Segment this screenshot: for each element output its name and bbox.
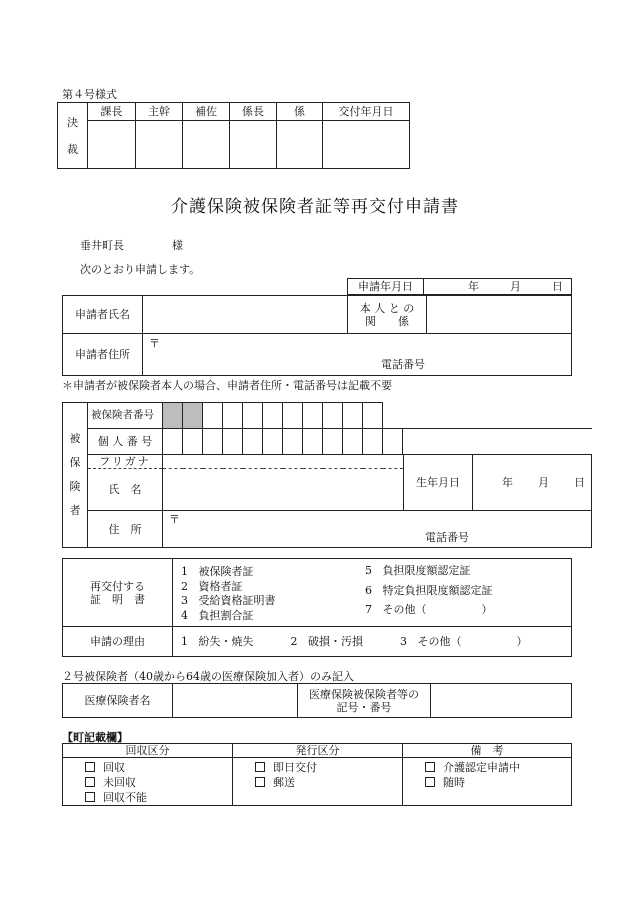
insurer-name-input[interactable]: [173, 684, 298, 718]
relation-input[interactable]: [427, 296, 572, 334]
reissue-option[interactable]: [365, 561, 493, 581]
phone-label: 電話番号: [381, 358, 425, 371]
remarks-options: [403, 758, 572, 806]
option-text: その他（ ）: [382, 603, 493, 616]
personal-number-digit[interactable]: [163, 429, 183, 455]
checkbox[interactable]: [255, 777, 265, 787]
approval-col-header: 係: [277, 103, 323, 121]
option-number: 1: [181, 565, 188, 578]
approval-col-header: 補佐: [183, 103, 230, 121]
insured-number-digit[interactable]: [223, 403, 243, 429]
insured-number-digit: [183, 403, 203, 429]
insured-number-digit[interactable]: [263, 403, 283, 429]
reason-option[interactable]: [291, 635, 364, 648]
option-text: 破損・汚損: [308, 635, 363, 648]
option-text: 随時: [443, 776, 465, 789]
reissue-label-line: 証 明 書: [90, 592, 145, 606]
page-title: 介護保険被保険者証等再交付申請書: [171, 197, 459, 217]
medical-insurance-table: [62, 683, 572, 718]
collection-option[interactable]: [85, 760, 232, 775]
day-unit: 日: [552, 280, 563, 293]
option-number: 7: [365, 603, 372, 616]
personal-number-digit[interactable]: [203, 429, 223, 455]
personal-number-digit[interactable]: [363, 429, 383, 455]
collection-header: 回収区分: [63, 744, 233, 758]
option-text: 回収: [103, 761, 125, 774]
approval-col-header: 主幹: [136, 103, 183, 121]
remarks-option[interactable]: [425, 775, 571, 790]
town-section-heading: 【町記載欄】: [62, 731, 128, 744]
insured-side-char: 保: [69, 456, 81, 469]
option-text: 受給資格証明書: [198, 594, 276, 607]
insured-number-label: 被保険者番号: [88, 403, 163, 429]
personal-number-digit[interactable]: [303, 429, 323, 455]
blank-area: [383, 403, 592, 429]
furigana-input[interactable]: [163, 455, 404, 469]
reason-option[interactable]: [181, 635, 254, 648]
insured-address-input[interactable]: [163, 511, 592, 548]
birth-date-input[interactable]: [473, 455, 592, 511]
checkbox[interactable]: [85, 777, 95, 787]
town-section-table: [62, 743, 572, 806]
option-text: 負担限度額認定証: [382, 564, 471, 577]
postal-mark: 〒: [149, 337, 160, 350]
postal-mark: 〒: [169, 513, 180, 526]
application-date-table: [347, 278, 572, 295]
personal-number-digit[interactable]: [283, 429, 303, 455]
addressee-suffix: 様: [172, 239, 183, 252]
option-text: 郵送: [273, 776, 295, 789]
reason-options: [173, 627, 572, 657]
insured-number-digit: [163, 403, 183, 429]
option-text: 資格者証: [198, 579, 243, 593]
insured-number-digit[interactable]: [303, 403, 323, 429]
insured-number-digit[interactable]: [283, 403, 303, 429]
collection-option[interactable]: [85, 790, 232, 805]
approval-col-header: 係長: [230, 103, 277, 121]
applicant-note: ＊申請者が被保険者本人の場合、申請者住所・電話番号は記載不要: [62, 379, 392, 392]
approval-label-char: 裁: [67, 142, 78, 156]
option-number: 2: [290, 635, 298, 648]
day-unit: 日: [574, 476, 585, 489]
issue-date-cell[interactable]: [323, 121, 410, 169]
year-unit: 年: [468, 280, 479, 293]
approval-stamp-cell[interactable]: [277, 121, 323, 169]
insured-number-digit[interactable]: [203, 403, 223, 429]
issuance-option[interactable]: [255, 775, 402, 790]
insurance-number-input[interactable]: [431, 684, 572, 718]
checkbox[interactable]: [425, 762, 435, 772]
relation-label-line: 本 人 と の: [359, 301, 415, 315]
personal-number-label: 個 人 番 号: [88, 429, 163, 455]
option-text: 介護認定申請中: [443, 761, 520, 774]
option-text: 負担割合証: [198, 608, 254, 622]
insured-table: [62, 402, 592, 548]
checkbox[interactable]: [85, 792, 95, 802]
collection-options: [63, 758, 233, 806]
approval-stamp-cell[interactable]: [88, 121, 136, 169]
insurer-name-label: 医療保険者名: [63, 684, 173, 718]
insured-side-char: 険: [69, 480, 81, 493]
reissue-left-list: [181, 565, 276, 623]
personal-number-digit[interactable]: [183, 429, 203, 455]
reissue-option[interactable]: [365, 600, 493, 620]
personal-number-digit[interactable]: [343, 429, 363, 455]
addressee: 垂井町長: [80, 239, 124, 252]
applicant-name-label: 申請者氏名: [63, 296, 143, 334]
intro-text: 次のとおり申請します。: [80, 263, 201, 276]
option-number: 6: [365, 583, 372, 597]
approval-col-header: 課長: [88, 103, 136, 121]
reason-option[interactable]: [400, 635, 528, 648]
month-unit: 月: [538, 476, 549, 489]
form-number: 第４号様式: [62, 88, 117, 101]
personal-number-digit[interactable]: [263, 429, 283, 455]
reissue-label: [63, 559, 173, 627]
approval-stamp-cell[interactable]: [183, 121, 230, 169]
reissue-option[interactable]: [181, 609, 276, 624]
remarks-header: 備 考: [403, 744, 572, 758]
insurance-number-label-line: 記号・番号: [336, 700, 392, 714]
approval-label: [58, 103, 88, 169]
reissue-option[interactable]: [181, 594, 276, 609]
insured-side-char: 被: [69, 432, 81, 445]
insured-number-digit[interactable]: [323, 403, 343, 429]
phone-label: 電話番号: [425, 531, 469, 544]
insured-name-input[interactable]: [163, 469, 404, 511]
option-text: 未回収: [103, 776, 136, 789]
option-number: 2: [181, 579, 188, 593]
option-number: 3: [400, 635, 407, 648]
reissue-label-line: 再交付する: [90, 579, 145, 593]
insured-number-digit[interactable]: [363, 403, 383, 429]
year-unit: 年: [502, 476, 513, 489]
remarks-option[interactable]: [425, 760, 571, 775]
option-number: 3: [181, 594, 188, 607]
option-number: 5: [365, 564, 372, 577]
approval-stamp-cell[interactable]: [136, 121, 183, 169]
insurance-number-label: [298, 684, 431, 718]
birth-date-label: 生年月日: [404, 455, 473, 511]
approval-stamp-cell[interactable]: [230, 121, 277, 169]
furigana-label: フリガナ: [88, 455, 163, 469]
applicant-name-input[interactable]: [143, 296, 348, 334]
option-text: 被保険者証: [198, 565, 254, 578]
applicant-table: [62, 295, 572, 376]
applicant-address-input[interactable]: [143, 334, 572, 376]
personal-number-digit[interactable]: [323, 429, 343, 455]
relation-label: [348, 296, 427, 334]
reissue-option[interactable]: [181, 565, 276, 580]
insured-side-label: [63, 403, 88, 548]
reissue-option[interactable]: [181, 580, 276, 595]
checkbox[interactable]: [255, 762, 265, 772]
personal-number-digit[interactable]: [223, 429, 243, 455]
checkbox[interactable]: [425, 777, 435, 787]
application-date-label: 申請年月日: [348, 279, 424, 295]
option-number: 4: [181, 608, 188, 622]
blank-area: [403, 429, 592, 455]
option-text: 即日交付: [273, 761, 317, 774]
insurance-number-label-line: 医療保険被保険者等の: [309, 687, 419, 701]
application-date-field[interactable]: [424, 279, 572, 295]
option-text: 回収不能: [103, 791, 147, 804]
applicant-address-label: 申請者住所: [63, 334, 143, 376]
reissue-right-list: [365, 561, 493, 620]
personal-number-digit[interactable]: [243, 429, 263, 455]
insured-number-digit[interactable]: [243, 403, 263, 429]
option-text: 特定負担限度額認定証: [382, 583, 493, 597]
issuance-header: 発行区分: [233, 744, 403, 758]
collection-option[interactable]: [85, 775, 232, 790]
option-number: 1: [181, 635, 188, 648]
insured-address-label: 住 所: [88, 511, 163, 548]
issuance-options: [233, 758, 403, 806]
personal-number-digit[interactable]: [383, 429, 403, 455]
reissue-option[interactable]: [365, 581, 493, 601]
month-unit: 月: [510, 280, 521, 293]
insured-side-char: 者: [69, 504, 81, 517]
second-insured-note: ２号被保険者（40歳から64歳の医療保険加入者）のみ記入: [62, 670, 354, 683]
checkbox[interactable]: [85, 762, 95, 772]
approval-col-header: 交付年月日: [323, 103, 410, 121]
option-text: 紛失・焼失: [198, 635, 254, 648]
option-text: その他（ ）: [417, 635, 528, 648]
issuance-option[interactable]: [255, 760, 402, 775]
reissue-options: [173, 559, 572, 627]
approval-label-char: 決: [67, 115, 78, 129]
reason-label: 申請の理由: [63, 627, 173, 657]
reissue-table: [62, 558, 572, 657]
relation-label-line: 関 係: [365, 314, 409, 328]
insured-name-label: 氏 名: [88, 469, 163, 511]
insured-number-digit[interactable]: [343, 403, 363, 429]
approval-table: [57, 102, 410, 169]
